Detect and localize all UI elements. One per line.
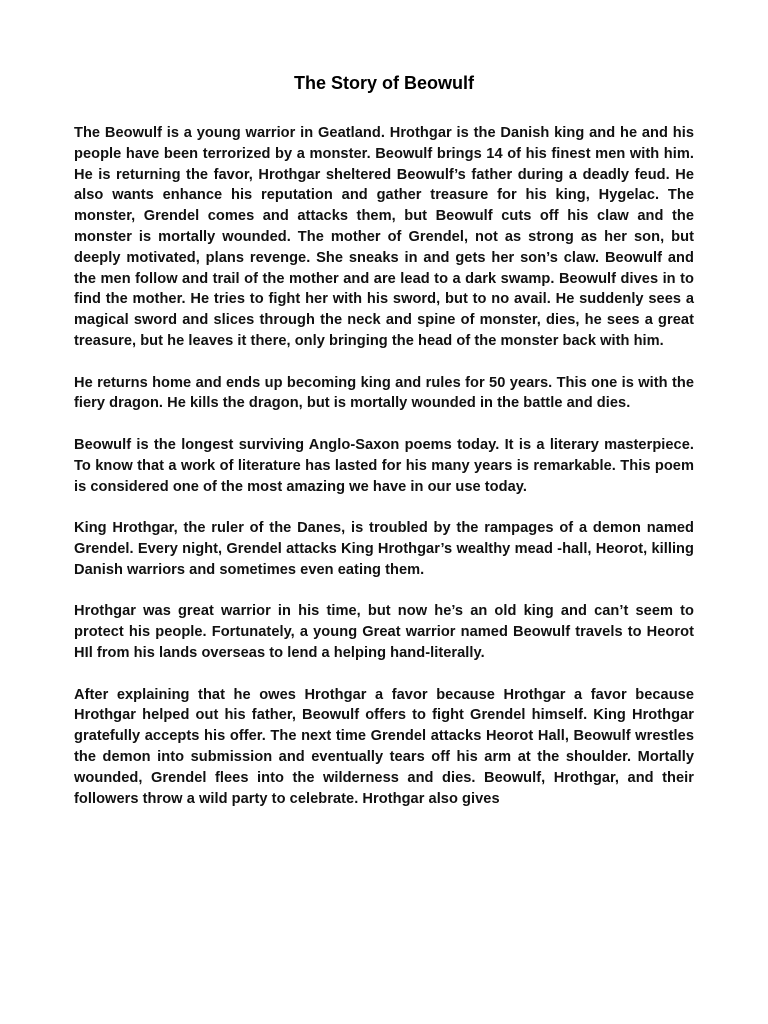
paragraph-2: He returns home and ends up becoming king and rules for 50 years. This one is with the fiery dragon. He kills the dragon, but is mortally wounded in the battle and dies. bbox=[74, 374, 694, 412]
paragraph-3: Beowulf is the longest surviving Anglo-Saxon poems today. It is a literary masterpiece. To know that a work of literature has lasted for his many years is remarkable. This poem is considered one of the most amazing we have in our use today. bbox=[74, 436, 694, 495]
document-body bbox=[74, 123, 694, 830]
paragraph-5: Hrothgar was great warrior in his time, but now he’s an old king and can’t seem to protect his people. Fortunately, a young Great warrior named Beowulf travels to Heorot HIl from his lands overseas to lend a helping hand-literally. bbox=[74, 603, 694, 661]
paragraph-4: King Hrothgar, the ruler of the Danes, is troubled by the rampages of a demon named Grendel. Every night, Grendel attacks King Hrothgar’s wealthy mead -hall, Heorot, killing Danish warriors and sometimes even eating them. bbox=[74, 520, 694, 578]
page-title: The Story of Beowulf bbox=[294, 73, 474, 93]
paragraph-1: The Beowulf is a young warrior in Geatland. Hrothgar is the Danish king and he and his people have been terrorized by a monster. Beowulf brings 14 of his finest men with him. He is returning the favor, Hrothgar sheltered Beowulf’s father during a deadly feud. He also wants enhance his reputation and gather treasure for his king, Hygelac. The monster, Grendel comes and attacks them, but Beowulf cuts off his claw and the monster is mortally wounded. The mother of Grendel, not as strong as her son, but deeply motivated, plans revenge. She sneaks in and gets her son’s claw. Beowulf and the men follow and trail of the mother and are lead to a dark swamp. Beowulf dives in to find the mother. He tries to fight her with his sword, but to no avail. He suddenly sees a magical sword and slices through the neck and spine of monster, dies, he sees a great treasure, but he leaves it there, only bringing the head of the monster back with him. bbox=[74, 125, 694, 349]
paragraph-6: After explaining that he owes Hrothgar a favor because Hrothgar a favor because Hrothgar helped out his father, Beowulf offers to fight Grendel himself. King Hrothgar gratefully accepts his offer. The next time Grendel attacks Heorot Hall, Beowulf wrestles the demon into submission and eventually tears off his arm at the shoulder. Mortally wounded, Grendel flees into the wilderness and dies. Beowulf, Hrothgar, and their followers throw a wild party to celebrate. Hrothgar also gives bbox=[74, 686, 694, 807]
